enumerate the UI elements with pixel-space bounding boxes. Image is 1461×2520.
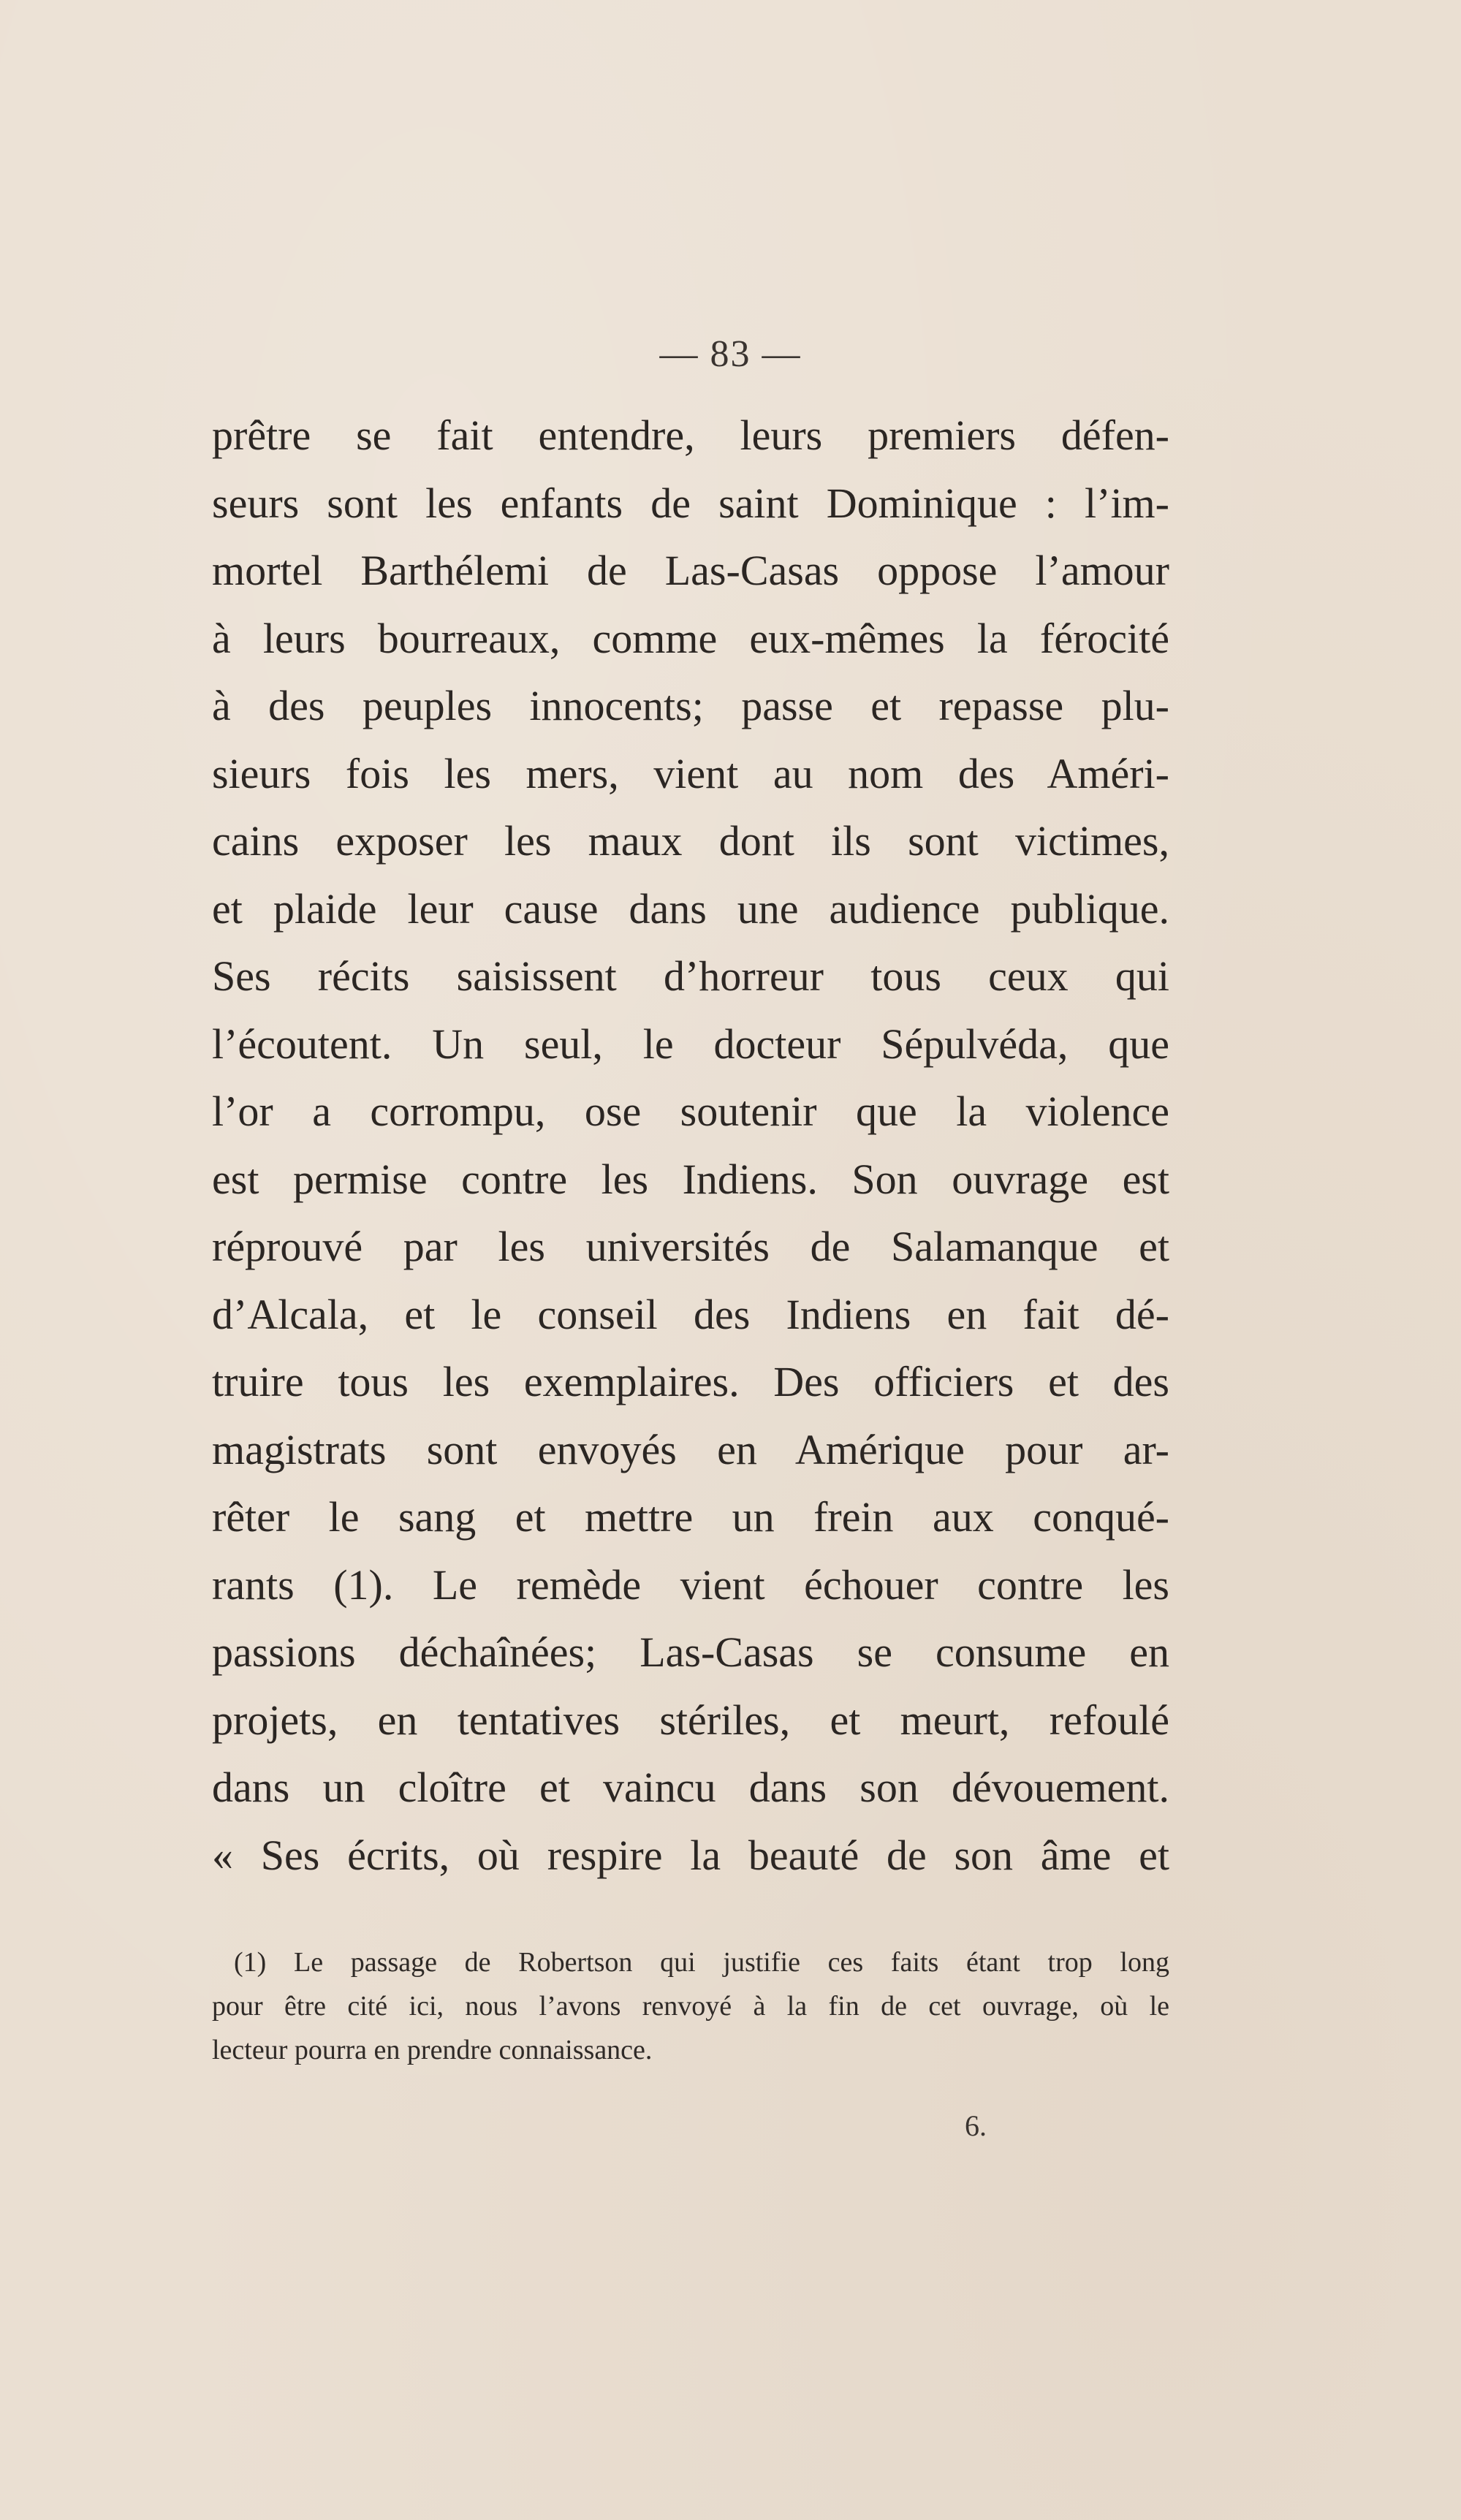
text-line: rêter le sang et mettre un frein aux conqué- [212,1493,1169,1541]
footnote [212,1940,1169,2072]
text-line: projets, en tentatives stériles, et meurt, refoulé [212,1696,1169,1744]
text-line: à leurs bourreaux, comme eux-mêmes la férocité [212,614,1169,662]
text-line: mortel Barthélemi de Las-Casas oppose l’amour [212,547,1169,594]
text-line: « Ses écrits, où respire la beauté de son âme et [212,1831,1169,1879]
text-line: sieurs fois les mers, vient au nom des Améri- [212,749,1169,797]
text-line: et plaide leur cause dans une audience publique. [212,884,1169,933]
text-line: magistrats sont envoyés en Amérique pour ar- [212,1425,1169,1473]
text-line: cains exposer les maux dont ils sont victimes, [212,817,1169,865]
text-line: est permise contre les Indiens. Son ouvrage est [212,1155,1169,1203]
text-line: l’or a corrompu, ose soutenir que la violence [212,1088,1169,1135]
footnote-line: (1) Le passage de Robertson qui justifie ces faits étant trop long [234,1947,1169,1978]
body-text [212,402,1169,1889]
text-line: seurs sont les enfants de saint Dominique : l’im- [212,479,1169,527]
footnote-line: lecteur pourra en prendre connaissance. [212,2035,653,2065]
text-line: d’Alcala, et le conseil des Indiens en fait dé- [212,1290,1169,1338]
text-line: passions déchaînées; Las-Casas se consume en [212,1628,1169,1676]
text-line: truire tous les exemplaires. Des officiers et des [212,1358,1169,1405]
page-number: — 83 — [659,333,802,375]
text-line: rants (1). Le remède vient échouer contre les [212,1560,1169,1609]
text-line: dans un cloître et vaincu dans son dévouement. [212,1764,1169,1811]
text-line: à des peuples innocents; passe et repasse plu- [212,682,1169,729]
signature-mark: 6. [965,2109,987,2142]
text-line: Ses récits saisissent d’horreur tous ceux qui [212,952,1169,1000]
footnote-line: pour être cité ici, nous l’avons renvoyé à la fin de cet ouvrage, où le [212,1991,1169,2022]
text-line: prêtre se fait entendre, leurs premiers défen- [212,411,1169,459]
text-line: réprouvé par les universités de Salamanque et [212,1223,1169,1270]
text-line: l’écoutent. Un seul, le docteur Sépulvéda, que [212,1020,1169,1068]
